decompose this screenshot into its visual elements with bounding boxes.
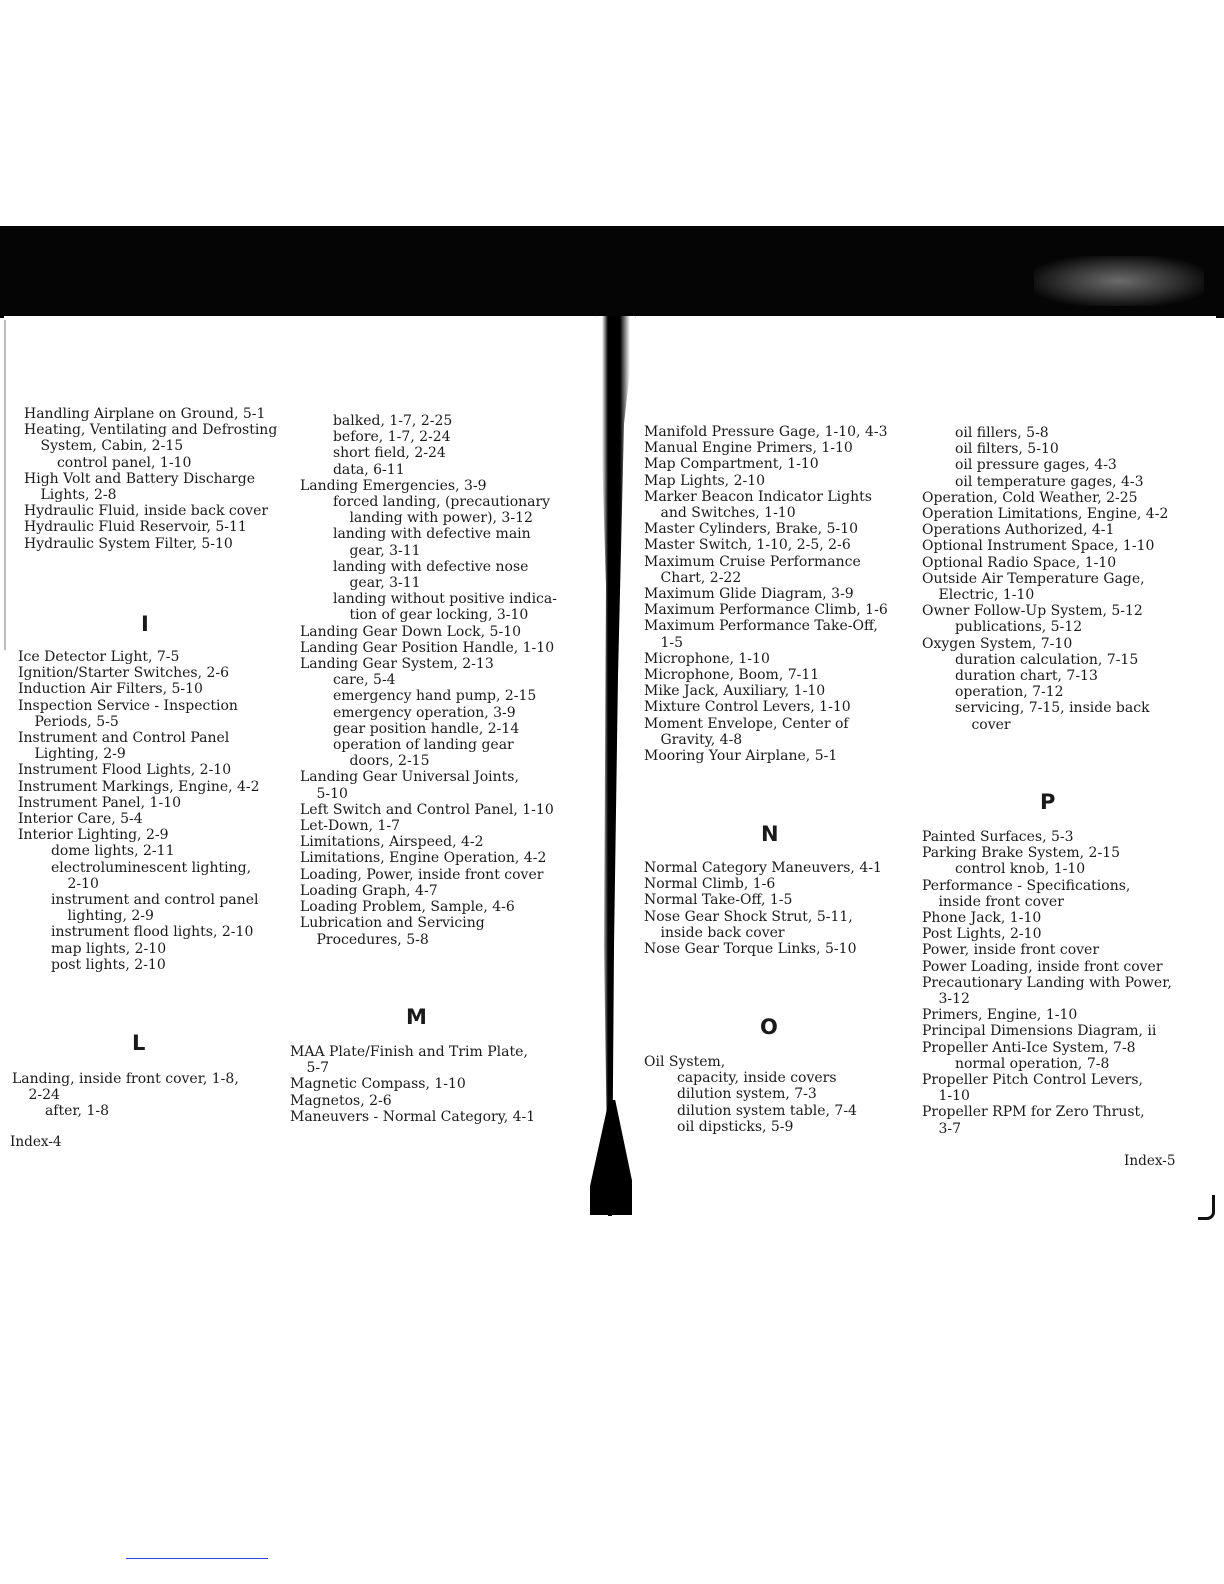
index-entry: Normal Category Maneuvers, 4-1: [644, 860, 882, 876]
section-letter-o: O: [760, 1015, 778, 1039]
scan-edge-line: [4, 320, 6, 650]
index-entry: Hydraulic Fluid, inside back cover: [24, 503, 269, 520]
index-entry: publications, 5-12: [954, 619, 1083, 636]
index-entry: inside back cover: [660, 924, 785, 941]
index-column-m-cont: [644, 424, 888, 764]
binding-shadow: [590, 1100, 632, 1215]
index-entry: Inspection Service - Inspection: [18, 697, 238, 714]
index-entry: Mixture Control Levers, 1-10: [644, 699, 851, 716]
index-entry: Magnetos, 2-6: [290, 1092, 392, 1109]
index-entry: landing without positive indica-: [332, 591, 557, 608]
index-entry: Induction Air Filters, 5-10: [18, 681, 203, 698]
index-entry: Painted Surfaces, 5-3: [922, 829, 1074, 845]
index-entry: Loading Graph, 4-7: [300, 882, 438, 899]
index-entry: Microphone, Boom, 7-11: [644, 667, 820, 684]
section-letter-m: M: [406, 1005, 427, 1029]
index-entry: oil temperature gages, 4-3: [954, 473, 1144, 490]
index-entry: Maximum Performance Climb, 1-6: [644, 602, 888, 619]
index-entry: landing with defective main: [332, 526, 531, 543]
index-entry: Power, inside front cover: [922, 942, 1100, 959]
section-letter-l: L: [132, 1031, 146, 1055]
index-column-i: [18, 649, 260, 973]
index-entry: 2-24: [28, 1087, 60, 1104]
index-entry: Maximum Glide Diagram, 3-9: [644, 586, 854, 603]
index-entry: Landing Gear Down Lock, 5-10: [300, 623, 522, 640]
index-entry: Performance - Specifications,: [922, 877, 1131, 894]
index-entry: 3-7: [938, 1120, 962, 1137]
index-entry: Instrument Panel, 1-10: [18, 794, 182, 811]
scan-noise: [1034, 256, 1204, 306]
index-entry: dilution system table, 7-4: [676, 1102, 857, 1119]
index-entry: 1-5: [660, 634, 684, 651]
index-entry: Interior Lighting, 2-9: [18, 827, 169, 844]
index-entry: Loading, Power, inside front cover: [300, 866, 544, 883]
corner-mark: [1198, 1195, 1215, 1220]
index-entry: Operation Limitations, Engine, 4-2: [922, 506, 1169, 523]
index-entry: Optional Radio Space, 1-10: [922, 554, 1117, 571]
index-entry: Nose Gear Torque Links, 5-10: [644, 941, 857, 958]
index-entry: capacity, inside covers: [676, 1070, 837, 1087]
index-entry: Operations Authorized, 4-1: [922, 522, 1115, 539]
left-page-number: Index-4: [10, 1134, 62, 1150]
index-entry: Landing Emergencies, 3-9: [300, 477, 487, 494]
index-entry: gear position handle, 2-14: [332, 720, 520, 737]
index-entry: Parking Brake System, 2-15: [922, 845, 1121, 862]
section-letter-p: P: [1040, 790, 1056, 814]
index-column-n: [644, 860, 882, 957]
index-entry: Lubrication and Servicing: [300, 915, 485, 932]
index-entry: Procedures, 5-8: [316, 931, 429, 948]
index-entry: Interior Care, 5-4: [18, 811, 143, 828]
index-entry: Let-Down, 1-7: [300, 818, 401, 835]
index-entry: landing with power), 3-12: [349, 510, 533, 527]
section-letter-n: N: [761, 822, 779, 846]
index-entry: after, 1-8: [44, 1103, 110, 1120]
index-entry: 5-7: [306, 1060, 330, 1077]
index-entry: Nose Gear Shock Strut, 5-11,: [644, 908, 853, 925]
index-entry: data, 6-11: [332, 461, 405, 478]
index-entry: Power Loading, inside front cover: [922, 958, 1163, 975]
index-entry: 5-10: [316, 785, 348, 802]
index-entry: Phone Jack, 1-10: [922, 910, 1042, 927]
index-entry: Electric, 1-10: [938, 587, 1035, 604]
index-entry: Loading Problem, Sample, 4-6: [300, 899, 515, 916]
index-entry: care, 5-4: [332, 672, 396, 689]
index-entry: Maneuvers - Normal Category, 4-1: [290, 1108, 536, 1125]
index-entry: before, 1-7, 2-24: [332, 429, 451, 446]
index-entry: Ignition/Starter Switches, 2-6: [18, 665, 230, 682]
index-entry: Normal Take-Off, 1-5: [644, 892, 793, 909]
index-entry: Moment Envelope, Center of: [644, 715, 849, 732]
index-entry: Map Lights, 2-10: [644, 472, 766, 489]
index-entry: 3-12: [938, 991, 970, 1008]
index-entry: Lighting, 2-9: [34, 746, 126, 763]
index-entry: Outside Air Temperature Gage,: [922, 570, 1145, 587]
index-entry: control knob, 1-10: [954, 861, 1086, 878]
index-entry: gear, 3-11: [349, 575, 421, 592]
index-entry: Master Cylinders, Brake, 5-10: [644, 521, 859, 538]
index-entry: Maximum Performance Take-Off,: [644, 618, 878, 635]
index-entry: Mike Jack, Auxiliary, 1-10: [644, 683, 826, 700]
index-entry: oil fillers, 5-8: [954, 425, 1049, 441]
index-entry: map lights, 2-10: [50, 940, 167, 957]
index-entry: short field, 2-24: [332, 445, 446, 462]
index-entry: Owner Follow-Up System, 5-12: [922, 603, 1143, 620]
index-column-m: [290, 1044, 535, 1125]
index-entry: Landing Gear System, 2-13: [300, 656, 494, 673]
index-entry: Heating, Ventilating and Defrosting: [24, 422, 278, 439]
index-entry: High Volt and Battery Discharge: [24, 470, 255, 487]
index-column-landing: [300, 413, 557, 948]
index-entry: instrument and control panel: [50, 892, 259, 909]
index-entry: Propeller Pitch Control Levers,: [922, 1072, 1143, 1089]
index-entry: gear, 3-11: [349, 542, 421, 559]
index-entry: oil filters, 5-10: [954, 441, 1059, 458]
index-entry: balked, 1-7, 2-25: [332, 413, 453, 429]
index-entry: Chart, 2-22: [660, 569, 742, 586]
index-entry: operation, 7-12: [954, 684, 1064, 701]
index-entry: Microphone, 1-10: [644, 650, 770, 667]
index-entry: Instrument Markings, Engine, 4-2: [18, 778, 260, 795]
index-entry: oil dipsticks, 5-9: [676, 1118, 794, 1135]
index-entry: emergency operation, 3-9: [332, 704, 516, 721]
index-entry: control panel, 1-10: [56, 454, 192, 471]
index-entry: Optional Instrument Space, 1-10: [922, 538, 1155, 555]
index-column-o: [644, 1054, 857, 1135]
index-entry: Map Compartment, 1-10: [644, 456, 819, 473]
index-entry: landing with defective nose: [332, 558, 529, 575]
index-entry: Limitations, Airspeed, 4-2: [300, 834, 484, 851]
index-entry: emergency hand pump, 2-15: [332, 688, 537, 705]
index-entry: Normal Climb, 1-6: [644, 876, 776, 893]
index-entry: post lights, 2-10: [50, 956, 166, 973]
section-letter-i: I: [141, 612, 149, 636]
index-entry: dilution system, 7-3: [676, 1086, 817, 1103]
index-entry: Hydraulic System Filter, 5-10: [24, 535, 233, 552]
index-entry: Gravity, 4-8: [660, 731, 743, 748]
index-entry: Instrument Flood Lights, 2-10: [18, 762, 232, 779]
index-entry: Marker Beacon Indicator Lights: [644, 488, 872, 505]
scan-artifact-line: [126, 1558, 268, 1559]
index-entry: inside front cover: [938, 893, 1064, 910]
right-page-number: Index-5: [1124, 1153, 1176, 1169]
index-entry: Precautionary Landing with Power,: [922, 974, 1172, 991]
index-entry: Propeller RPM for Zero Thrust,: [922, 1104, 1145, 1121]
index-entry: electroluminescent lighting,: [50, 859, 252, 876]
index-entry: Hydraulic Fluid Reservoir, 5-11: [24, 519, 247, 536]
index-column-p: [922, 829, 1172, 1137]
index-entry: Post Lights, 2-10: [922, 926, 1042, 943]
index-entry: Maximum Cruise Performance: [644, 553, 861, 570]
index-entry: Landing, inside front cover, 1-8,: [12, 1071, 239, 1087]
index-entry: MAA Plate/Finish and Trim Plate,: [290, 1044, 528, 1060]
scan-dark-band: [0, 226, 1224, 318]
index-entry: duration chart, 7-13: [954, 668, 1098, 685]
index-entry: System, Cabin, 2-15: [40, 438, 184, 455]
index-entry: Master Switch, 1-10, 2-5, 2-6: [644, 537, 851, 554]
index-entry: operation of landing gear: [332, 737, 514, 754]
index-entry: Oil System,: [644, 1054, 726, 1070]
index-entry: normal operation, 7-8: [954, 1055, 1110, 1072]
index-entry: Instrument and Control Panel: [18, 730, 230, 747]
binding-gutter: [596, 316, 636, 1216]
index-entry: Operation, Cold Weather, 2-25: [922, 489, 1138, 506]
index-entry: lighting, 2-9: [67, 908, 154, 925]
index-entry: dome lights, 2-11: [50, 843, 175, 860]
index-column-h: [24, 406, 277, 552]
index-entry: tion of gear locking, 3-10: [349, 607, 529, 624]
index-entry: oil pressure gages, 4-3: [954, 457, 1117, 474]
index-entry: Primers, Engine, 1-10: [922, 1007, 1078, 1024]
index-entry: doors, 2-15: [349, 753, 430, 770]
index-entry: Left Switch and Control Panel, 1-10: [300, 801, 554, 818]
index-entry: Manifold Pressure Gage, 1-10, 4-3: [644, 424, 888, 440]
index-entry: 2-10: [67, 875, 99, 892]
index-entry: and Switches, 1-10: [660, 505, 796, 522]
index-entry: Landing Gear Universal Joints,: [300, 769, 519, 786]
index-entry: 1-10: [938, 1088, 970, 1105]
index-entry: Propeller Anti-Ice System, 7-8: [922, 1039, 1136, 1056]
index-entry: cover: [971, 716, 1011, 733]
index-entry: Principal Dimensions Diagram, ii: [922, 1023, 1157, 1040]
index-column-l: [12, 1071, 239, 1120]
index-entry: Lights, 2-8: [40, 487, 117, 504]
index-entry: servicing, 7-15, inside back: [954, 700, 1150, 717]
index-entry: duration calculation, 7-15: [954, 651, 1139, 668]
index-entry: Landing Gear Position Handle, 1-10: [300, 639, 555, 656]
index-entry: Mooring Your Airplane, 5-1: [644, 748, 838, 765]
index-entry: Manual Engine Primers, 1-10: [644, 440, 853, 457]
index-entry: Handling Airplane on Ground, 5-1: [24, 406, 266, 422]
index-entry: Magnetic Compass, 1-10: [290, 1076, 466, 1093]
index-entry: Limitations, Engine Operation, 4-2: [300, 850, 547, 867]
index-entry: Periods, 5-5: [34, 713, 119, 730]
index-entry: Oxygen System, 7-10: [922, 635, 1073, 652]
index-entry: instrument flood lights, 2-10: [50, 924, 254, 941]
index-entry: forced landing, (precautionary: [332, 494, 551, 511]
index-entry: Ice Detector Light, 7-5: [18, 649, 180, 665]
index-column-o-cont: [922, 425, 1168, 733]
